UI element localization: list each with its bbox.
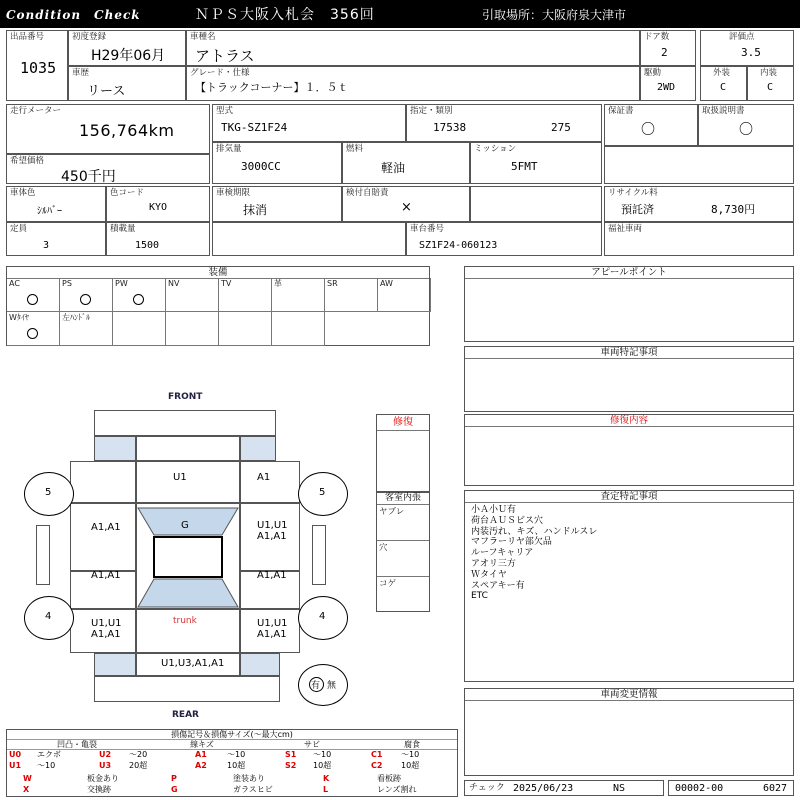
legend-symbol: W	[23, 774, 32, 783]
model-code: TKG-SZ1F24	[221, 121, 288, 134]
fuel: 軽油	[381, 161, 406, 175]
car-diagram	[0, 386, 376, 722]
repair-detail-title: 修復内容	[465, 415, 793, 427]
lot-number-cell: 出品番号 1035	[6, 30, 68, 101]
interior-tear: ヤブレ	[379, 507, 405, 517]
change-info-panel	[464, 688, 794, 776]
welfare-cell: 福祉車両	[604, 222, 794, 256]
doors-cell: ドア数 2	[640, 30, 696, 66]
equipment-label: PS	[62, 279, 72, 288]
front-left-corner	[94, 436, 136, 461]
legend-symbol-desc: 塗装あり	[233, 774, 265, 783]
assessment-line: 小Ａ小Ｕ有	[471, 505, 517, 515]
header-bar	[0, 0, 800, 28]
legend-header-cell: 線キズ	[190, 740, 214, 749]
assessment-line: アオリ三方	[471, 558, 516, 569]
inspector: NS	[613, 783, 626, 794]
repair-box	[376, 414, 430, 492]
damage-legend	[6, 729, 458, 797]
equipment-4	[166, 278, 219, 312]
chassis-cell: 車台番号 SZ1F24-060123	[406, 222, 602, 256]
assessment-line: スペアキー有	[471, 580, 525, 591]
windshield-glass	[136, 503, 240, 609]
assessment-line: 荷台ＡＵＳビス穴	[471, 515, 544, 526]
exterior-cell: 外装 C	[700, 66, 747, 101]
front-panel	[136, 436, 240, 461]
check-date: 2025/06/23	[513, 783, 574, 794]
right-mirror	[312, 525, 326, 585]
equipment-row-1	[7, 278, 431, 312]
exterior-grade: C	[720, 82, 727, 93]
pickup-location: 引取場所：大阪府泉大津市	[482, 8, 627, 22]
special-notes-title: 車両特記事項	[465, 347, 793, 359]
header-title: Condition Check	[6, 8, 141, 22]
front-right-door: U1,U1 A1,A1	[240, 503, 300, 571]
manual-cell: 取扱説明書 〇	[698, 104, 794, 146]
grade: 【トラックコーナー】１．５ｔ	[195, 81, 349, 94]
legend-symbol-desc: 板金あり	[87, 774, 119, 783]
drive-cell: 駆動 2WD	[640, 66, 696, 101]
front-right-corner	[240, 436, 276, 461]
mission-cell: ミッション 5FMT	[470, 142, 602, 184]
model-cell: 型式 TKG-SZ1F24	[212, 104, 406, 142]
chassis-number: SZ1F24-060123	[419, 240, 498, 251]
legend-desc: 20超	[129, 761, 148, 770]
score-cell: 評価点 3.5	[700, 30, 794, 66]
odometer-cell: 走行メーター 156,764km	[6, 104, 210, 154]
special-notes-panel	[464, 346, 794, 412]
record-code: 00002-00 6027	[668, 780, 794, 796]
legend-desc: 〜10	[313, 750, 332, 759]
doors: 2	[661, 46, 668, 59]
interior-grade: C	[767, 82, 774, 93]
equipment-2	[60, 312, 113, 346]
legend-title: 損傷記号＆損傷サイズ(〜最大cm)	[7, 730, 457, 740]
legend-symbol-desc: 交換跡	[87, 785, 111, 794]
equipment-label: SR	[327, 279, 338, 288]
blank-mid-cell	[470, 186, 602, 222]
history: リース	[87, 84, 126, 99]
assessment-line: ルーフキャリア	[471, 548, 534, 559]
appeal-panel	[464, 266, 794, 342]
left-mid-panel: A1,A1	[70, 571, 136, 609]
interior-burn: コゲ	[379, 579, 397, 589]
score: 3.5	[741, 46, 761, 59]
rear-panel	[136, 653, 240, 676]
windshield-mark: G	[181, 520, 189, 531]
legend-symbol: G	[171, 785, 178, 794]
manual: 〇	[739, 122, 753, 138]
car-name-cell: 車種名 アトラス	[186, 30, 640, 66]
price-cell: 希望価格 450千円	[6, 154, 210, 184]
legend-code: C1	[371, 750, 383, 759]
capacity: 3	[43, 240, 50, 251]
legend-desc: 〜10	[227, 750, 246, 759]
history-cell: 車歴 リース	[68, 66, 186, 101]
equipment-1	[7, 278, 60, 312]
legend-desc: エクボ	[37, 750, 61, 759]
insurance-cell: 検付自賠責 ×	[342, 186, 470, 222]
spare-tire: 有 無	[298, 664, 348, 706]
insurance: ×	[401, 200, 412, 215]
legend-symbol: L	[323, 785, 329, 794]
rear-right-corner	[240, 653, 280, 676]
equipment-label: 革	[274, 279, 282, 288]
inspection: 抹消	[243, 203, 268, 217]
first-registration: H29年06月	[91, 48, 166, 64]
equipment-check-mark	[27, 328, 38, 339]
rear-left-corner	[94, 653, 136, 676]
equipment-check-mark	[27, 294, 38, 305]
recycle-status: 預託済	[621, 203, 654, 216]
legend-code: A2	[195, 761, 207, 770]
legend-desc: 〜20	[129, 750, 148, 759]
equipment-8	[378, 278, 431, 312]
equipment-title: 装備	[7, 267, 429, 279]
legend-header-cell: サビ	[304, 740, 320, 749]
equipment-3	[113, 278, 166, 312]
tire-rear-right: 4	[298, 596, 348, 640]
interior-title: 客室内張	[377, 493, 429, 505]
legend-symbol: P	[171, 774, 177, 783]
equipment-6	[272, 278, 325, 312]
equipment-label: NV	[168, 279, 180, 288]
color-code: KYO	[149, 202, 168, 213]
mission: 5FMT	[511, 160, 538, 173]
rear-left-quarter: U1,U1 A1,A1	[70, 609, 136, 653]
appeal-title: アピールポイント	[465, 267, 793, 279]
auction-name: ＮＰＳ大阪入札会 356回	[195, 7, 375, 23]
front-left-fender	[70, 461, 136, 503]
displacement-cell: 排気量 3000CC	[212, 142, 342, 184]
assessment-line: マフラーリヤ部欠品	[471, 537, 552, 548]
trunk: trunk	[136, 609, 240, 653]
equipment-7	[325, 278, 378, 312]
equipment-check-mark	[133, 294, 144, 305]
legend-symbol-desc: レンズ割れ	[377, 785, 417, 794]
grade-cell: グレード・仕様 【トラックコーナー】１．５ｔ	[186, 66, 640, 101]
load-capacity: 1500	[135, 240, 160, 251]
equipment-panel	[6, 266, 430, 346]
first-registration-cell: 初度登録 H29年06月	[68, 30, 186, 66]
recycle-fee: 8,730円	[711, 203, 756, 216]
rear-label: REAR	[172, 710, 199, 720]
legend-code: A1	[195, 750, 207, 759]
inspection-cell: 車検期限 抹消	[212, 186, 342, 222]
check-info: チェック 2025/06/23 NS	[464, 780, 664, 796]
left-mirror	[36, 525, 50, 585]
capacity-cell: 定員 3	[6, 222, 106, 256]
recycle-cell: リサイクル料 預託済 8,730円	[604, 186, 794, 222]
equipment-row-2	[7, 312, 431, 346]
rear-bumper-mark: U1,U3,A1,A1	[161, 658, 225, 669]
tire-front-right: 5	[298, 472, 348, 516]
legend-desc: 10超	[313, 761, 332, 770]
category-cell: 指定・類別 17538 275	[406, 104, 602, 142]
right-mid-panel: A1,A1	[240, 571, 300, 609]
color-code-cell: 色コード KYO	[106, 186, 210, 222]
legend-code: U2	[99, 750, 112, 759]
change-info-title: 車両変更情報	[465, 689, 793, 701]
assessment-line: 内装汚れ、キズ、ハンドルスレ	[471, 526, 598, 537]
legend-desc: 〜10	[401, 750, 420, 759]
equipment-empty-cell	[113, 312, 166, 346]
desired-price: 450千円	[61, 169, 116, 185]
equipment-label: AW	[380, 279, 393, 288]
equipment-label: PW	[115, 279, 128, 288]
equipment-label: Wﾀｲﾔ	[9, 313, 29, 322]
equipment-label: 左ﾊﾝﾄﾞﾙ	[62, 313, 90, 322]
front-label: FRONT	[168, 392, 203, 402]
interior-hole: 穴	[379, 543, 388, 553]
equipment-empty-cell	[219, 312, 272, 346]
repair-label: 修復	[377, 415, 429, 431]
equipment-5	[219, 278, 272, 312]
equipment-label: TV	[221, 279, 232, 288]
fuel-cell: 燃料 軽油	[342, 142, 470, 184]
equipment-empty-cell	[166, 312, 219, 346]
body-color: ｼﾙﾊﾞｰ	[37, 206, 62, 217]
drive: 2WD	[657, 82, 676, 93]
legend-code: U3	[99, 761, 112, 770]
equipment-check-mark	[80, 294, 91, 305]
warranty-cell: 保証書 〇	[604, 104, 698, 146]
equipment-empty-cell	[272, 312, 325, 346]
equipment-label: AC	[9, 279, 20, 288]
assessment-title: 査定特記事項	[465, 491, 793, 503]
repair-detail-panel	[464, 414, 794, 486]
tire-rear-left: 4	[24, 596, 74, 640]
lot-number: 1035	[20, 59, 57, 77]
legend-symbol: K	[323, 774, 330, 783]
body-color-cell: 車体色 ｼﾙﾊﾞｰ	[6, 186, 106, 222]
category-number: 17538	[433, 121, 467, 134]
legend-symbol: X	[23, 785, 30, 794]
odometer: 156,764km	[79, 121, 175, 140]
blank-cell-2	[212, 222, 406, 256]
legend-code: C2	[371, 761, 383, 770]
legend-code: U1	[9, 761, 22, 770]
assessment-notes	[471, 505, 597, 602]
car-name: アトラス	[195, 47, 255, 65]
displacement: 3000CC	[241, 160, 281, 173]
legend-desc: 10超	[401, 761, 420, 770]
legend-code: U0	[9, 750, 22, 759]
rear-right-quarter: U1,U1 A1,A1	[240, 609, 300, 653]
equipment-1	[7, 312, 60, 346]
legend-code: S2	[285, 761, 297, 770]
equipment-2	[60, 278, 113, 312]
legend-symbol-desc: ガラスヒビ	[233, 785, 273, 794]
rear-bumper	[94, 676, 280, 702]
legend-symbol-desc: 看板跡	[377, 774, 401, 783]
assessment-line: Ｗタイヤ	[471, 569, 507, 580]
category-sub: 275	[551, 121, 571, 134]
legend-header-cell: 凹凸・亀裂	[57, 740, 97, 749]
hood: U1	[136, 461, 240, 503]
blank-right-cell	[604, 146, 794, 184]
legend-code: S1	[285, 750, 297, 759]
load-cell: 積載量 1500	[106, 222, 210, 256]
legend-desc: 10超	[227, 761, 246, 770]
front-bumper	[94, 410, 276, 436]
tire-front-left: 5	[24, 472, 74, 516]
legend-header-cell: 腐食	[404, 740, 420, 749]
warranty: 〇	[641, 122, 655, 138]
interior-cell: 内装 C	[747, 66, 794, 101]
assessment-panel	[464, 490, 794, 682]
interior-box	[376, 492, 430, 612]
assessment-line: ETC	[471, 591, 488, 602]
front-left-door: A1,A1	[70, 503, 136, 571]
legend-desc: 〜10	[37, 761, 56, 770]
front-right-fender: A1	[240, 461, 300, 503]
